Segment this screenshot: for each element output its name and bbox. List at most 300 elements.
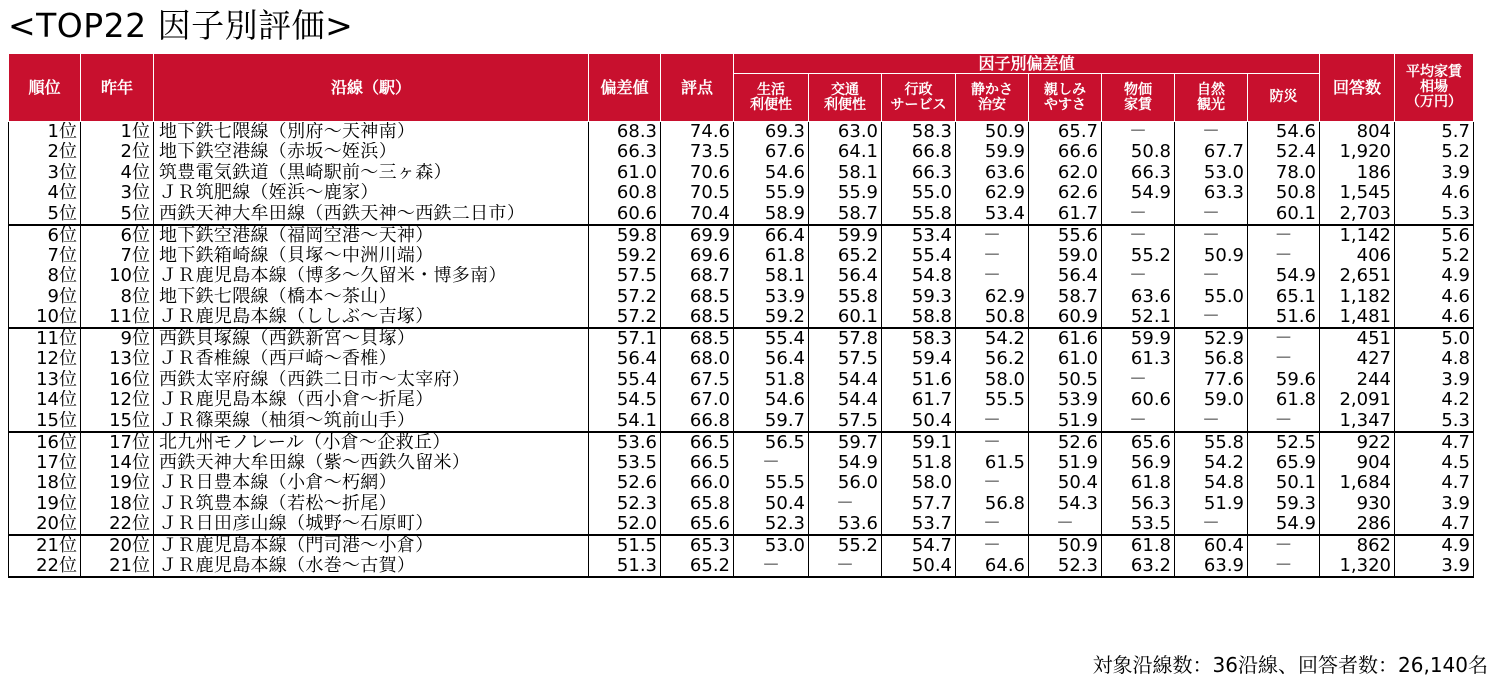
cell-factor-transport: 57.5 <box>809 411 882 432</box>
cell-factor-friendly: 59.0 <box>1029 246 1102 267</box>
header-factor-admin: 行政 サービス <box>882 74 956 122</box>
cell-prev-year: 10位 <box>81 266 154 287</box>
cell-factor-life: 55.5 <box>734 473 809 494</box>
cell-rank: 20位 <box>9 514 81 535</box>
cell-factor-friendly: 61.6 <box>1029 328 1102 349</box>
cell-factor-friendly: 58.7 <box>1029 287 1102 308</box>
cell-factor-nature: 77.6 <box>1175 370 1248 391</box>
header-line-station: 沿線（駅） <box>154 54 589 122</box>
cell-factor-price: 54.9 <box>1102 183 1175 204</box>
cell-factor-quiet: 55.5 <box>956 390 1029 411</box>
header-score: 評点 <box>661 54 734 122</box>
cell-factor-life: 55.4 <box>734 328 809 349</box>
cell-line-station: 地下鉄空港線（福岡空港～天神） <box>154 225 589 246</box>
cell-prev-year: 12位 <box>81 390 154 411</box>
cell-deviation: 51.3 <box>589 556 661 577</box>
cell-prev-year: 9位 <box>81 328 154 349</box>
cell-score: 65.8 <box>661 494 734 515</box>
cell-average-rent: 4.7 <box>1395 514 1474 535</box>
cell-score: 69.6 <box>661 246 734 267</box>
cell-deviation: 61.0 <box>589 163 661 184</box>
cell-factor-friendly: 61.0 <box>1029 349 1102 370</box>
cell-prev-year: 7位 <box>81 246 154 267</box>
cell-factor-friendly: 53.9 <box>1029 390 1102 411</box>
table-row <box>9 556 1474 577</box>
cell-factor-friendly: 62.6 <box>1029 183 1102 204</box>
cell-rank: 13位 <box>9 370 81 391</box>
table-row <box>9 183 1474 204</box>
cell-deviation: 68.3 <box>589 122 661 143</box>
cell-line-station: 筑豊電気鉄道（黒崎駅前～三ヶ森） <box>154 163 589 184</box>
cell-factor-disaster: － <box>1248 246 1320 267</box>
cell-deviation: 57.1 <box>589 328 661 349</box>
table-row <box>9 328 1474 349</box>
cell-rank: 8位 <box>9 266 81 287</box>
cell-factor-disaster: 78.0 <box>1248 163 1320 184</box>
cell-factor-price: 50.8 <box>1102 142 1175 163</box>
cell-average-rent: 4.6 <box>1395 287 1474 308</box>
header-prev-year: 昨年 <box>81 54 154 122</box>
cell-factor-price: 63.2 <box>1102 556 1175 577</box>
header-factor-nature: 自然 観光 <box>1175 74 1248 122</box>
cell-average-rent: 3.9 <box>1395 494 1474 515</box>
cell-line-station: 地下鉄空港線（赤坂～姪浜） <box>154 142 589 163</box>
cell-deviation: 53.6 <box>589 432 661 453</box>
cell-factor-disaster: 59.3 <box>1248 494 1320 515</box>
cell-score: 66.5 <box>661 432 734 453</box>
cell-factor-nature: 59.0 <box>1175 390 1248 411</box>
cell-line-station: ＪＲ筑肥線（姪浜～鹿家） <box>154 183 589 204</box>
cell-factor-quiet: 56.8 <box>956 494 1029 515</box>
cell-prev-year: 6位 <box>81 225 154 246</box>
cell-rank: 21位 <box>9 535 81 556</box>
cell-score: 66.0 <box>661 473 734 494</box>
cell-factor-quiet: 50.9 <box>956 122 1029 143</box>
cell-factor-price: 61.8 <box>1102 535 1175 556</box>
cell-factor-quiet: 58.0 <box>956 370 1029 391</box>
cell-factor-life: 51.8 <box>734 370 809 391</box>
cell-factor-nature: 55.0 <box>1175 287 1248 308</box>
cell-line-station: 西鉄天神大牟田線（西鉄天神～西鉄二日市） <box>154 204 589 225</box>
cell-factor-friendly: 62.0 <box>1029 163 1102 184</box>
cell-factor-admin: 54.8 <box>882 266 956 287</box>
cell-deviation: 66.3 <box>589 142 661 163</box>
cell-average-rent: 5.7 <box>1395 122 1474 143</box>
cell-factor-transport: 56.0 <box>809 473 882 494</box>
cell-score: 70.6 <box>661 163 734 184</box>
cell-factor-transport: 55.2 <box>809 535 882 556</box>
cell-prev-year: 11位 <box>81 307 154 328</box>
cell-rank: 2位 <box>9 142 81 163</box>
cell-score: 68.7 <box>661 266 734 287</box>
cell-factor-quiet: － <box>956 432 1029 453</box>
cell-deviation: 57.2 <box>589 287 661 308</box>
cell-factor-admin: 58.0 <box>882 473 956 494</box>
cell-prev-year: 16位 <box>81 370 154 391</box>
cell-factor-life: 54.6 <box>734 390 809 411</box>
cell-factor-life: － <box>734 453 809 474</box>
cell-factor-quiet: － <box>956 246 1029 267</box>
cell-factor-quiet: 64.6 <box>956 556 1029 577</box>
table-row <box>9 163 1474 184</box>
cell-deviation: 57.5 <box>589 266 661 287</box>
cell-factor-life: 61.8 <box>734 246 809 267</box>
cell-factor-transport: 57.5 <box>809 349 882 370</box>
header-factor-life: 生活 利便性 <box>734 74 809 122</box>
cell-factor-price: 66.3 <box>1102 163 1175 184</box>
cell-factor-transport: 65.2 <box>809 246 882 267</box>
cell-respondents: 1,182 <box>1320 287 1395 308</box>
cell-score: 67.0 <box>661 390 734 411</box>
cell-deviation: 52.0 <box>589 514 661 535</box>
cell-factor-price: － <box>1102 370 1175 391</box>
cell-factor-price: 56.9 <box>1102 453 1175 474</box>
table-row <box>9 349 1474 370</box>
cell-factor-nature: － <box>1175 204 1248 225</box>
cell-factor-transport: 53.6 <box>809 514 882 535</box>
header-respondents: 回答数 <box>1320 54 1395 122</box>
cell-prev-year: 4位 <box>81 163 154 184</box>
cell-average-rent: 3.9 <box>1395 370 1474 391</box>
cell-factor-disaster: － <box>1248 535 1320 556</box>
cell-average-rent: 5.2 <box>1395 246 1474 267</box>
cell-factor-nature: 51.9 <box>1175 494 1248 515</box>
cell-factor-friendly: 66.6 <box>1029 142 1102 163</box>
cell-factor-price: 61.8 <box>1102 473 1175 494</box>
cell-average-rent: 4.6 <box>1395 183 1474 204</box>
cell-line-station: ＪＲ鹿児島本線（門司港～小倉） <box>154 535 589 556</box>
table-row <box>9 370 1474 391</box>
cell-line-station: ＪＲ鹿児島本線（博多～久留米・博多南） <box>154 266 589 287</box>
cell-prev-year: 20位 <box>81 535 154 556</box>
cell-line-station: 西鉄貝塚線（西鉄新宮～貝塚） <box>154 328 589 349</box>
cell-factor-nature: 52.9 <box>1175 328 1248 349</box>
cell-factor-life: 56.4 <box>734 349 809 370</box>
cell-line-station: ＪＲ香椎線（西戸崎～香椎） <box>154 349 589 370</box>
cell-respondents: 1,320 <box>1320 556 1395 577</box>
cell-factor-friendly: 55.6 <box>1029 225 1102 246</box>
page-title: <TOP22 因子別評価> <box>8 6 354 45</box>
cell-respondents: 862 <box>1320 535 1395 556</box>
cell-factor-transport: 58.7 <box>809 204 882 225</box>
cell-factor-nature: 50.9 <box>1175 246 1248 267</box>
cell-factor-quiet: － <box>956 266 1029 287</box>
cell-factor-quiet: 62.9 <box>956 287 1029 308</box>
cell-factor-price: 63.6 <box>1102 287 1175 308</box>
table-row <box>9 453 1474 474</box>
cell-line-station: ＪＲ筑豊本線（若松～折尾） <box>154 494 589 515</box>
cell-score: 70.4 <box>661 204 734 225</box>
cell-deviation: 59.8 <box>589 225 661 246</box>
cell-rank: 7位 <box>9 246 81 267</box>
header-factor-quiet: 静かさ 治安 <box>956 74 1029 122</box>
cell-rank: 11位 <box>9 328 81 349</box>
cell-rank: 12位 <box>9 349 81 370</box>
cell-score: 65.2 <box>661 556 734 577</box>
cell-factor-admin: 53.7 <box>882 514 956 535</box>
table-row <box>9 246 1474 267</box>
cell-average-rent: 5.2 <box>1395 142 1474 163</box>
cell-factor-friendly: 51.9 <box>1029 411 1102 432</box>
cell-prev-year: 8位 <box>81 287 154 308</box>
cell-factor-admin: 66.3 <box>882 163 956 184</box>
cell-deviation: 52.3 <box>589 494 661 515</box>
table-row <box>9 287 1474 308</box>
cell-rank: 9位 <box>9 287 81 308</box>
cell-rank: 3位 <box>9 163 81 184</box>
cell-rank: 14位 <box>9 390 81 411</box>
cell-factor-admin: 55.4 <box>882 246 956 267</box>
cell-factor-price: 52.1 <box>1102 307 1175 328</box>
cell-rank: 18位 <box>9 473 81 494</box>
cell-prev-year: 14位 <box>81 453 154 474</box>
cell-prev-year: 19位 <box>81 473 154 494</box>
cell-score: 68.5 <box>661 307 734 328</box>
table-row <box>9 473 1474 494</box>
table-row <box>9 535 1474 556</box>
cell-factor-life: 69.3 <box>734 122 809 143</box>
cell-factor-quiet: 62.9 <box>956 183 1029 204</box>
cell-rank: 1位 <box>9 122 81 143</box>
cell-respondents: 2,651 <box>1320 266 1395 287</box>
table-row <box>9 225 1474 246</box>
cell-line-station: 地下鉄七隈線（別府～天神南） <box>154 122 589 143</box>
cell-prev-year: 1位 <box>81 122 154 143</box>
cell-average-rent: 4.7 <box>1395 432 1474 453</box>
cell-factor-quiet: 54.2 <box>956 328 1029 349</box>
cell-factor-friendly: 60.9 <box>1029 307 1102 328</box>
cell-factor-price: － <box>1102 225 1175 246</box>
cell-deviation: 54.5 <box>589 390 661 411</box>
cell-line-station: 地下鉄七隈線（橋本～茶山） <box>154 287 589 308</box>
cell-respondents: 286 <box>1320 514 1395 535</box>
cell-factor-admin: 55.8 <box>882 204 956 225</box>
cell-factor-price: － <box>1102 266 1175 287</box>
cell-line-station: ＪＲ日豊本線（小倉～朽網） <box>154 473 589 494</box>
cell-factor-nature: 54.8 <box>1175 473 1248 494</box>
cell-factor-nature: － <box>1175 411 1248 432</box>
cell-factor-life: － <box>734 556 809 577</box>
cell-line-station: ＪＲ鹿児島本線（西小倉～折尾） <box>154 390 589 411</box>
cell-average-rent: 4.2 <box>1395 390 1474 411</box>
cell-factor-transport: 64.1 <box>809 142 882 163</box>
cell-average-rent: 5.0 <box>1395 328 1474 349</box>
cell-respondents: 1,142 <box>1320 225 1395 246</box>
cell-factor-admin: 53.4 <box>882 225 956 246</box>
cell-rank: 6位 <box>9 225 81 246</box>
cell-factor-price: 53.5 <box>1102 514 1175 535</box>
cell-factor-disaster: 52.4 <box>1248 142 1320 163</box>
cell-factor-quiet: 56.2 <box>956 349 1029 370</box>
cell-factor-admin: 50.4 <box>882 411 956 432</box>
cell-prev-year: 17位 <box>81 432 154 453</box>
cell-respondents: 804 <box>1320 122 1395 143</box>
cell-rank: 5位 <box>9 204 81 225</box>
cell-factor-price: 56.3 <box>1102 494 1175 515</box>
cell-average-rent: 5.6 <box>1395 225 1474 246</box>
cell-line-station: ＪＲ鹿児島本線（ししぶ～吉塚） <box>154 307 589 328</box>
cell-average-rent: 5.3 <box>1395 204 1474 225</box>
cell-factor-admin: 58.8 <box>882 307 956 328</box>
cell-factor-life: 53.9 <box>734 287 809 308</box>
cell-factor-quiet: 61.5 <box>956 453 1029 474</box>
cell-score: 65.6 <box>661 514 734 535</box>
cell-deviation: 59.2 <box>589 246 661 267</box>
cell-average-rent: 4.7 <box>1395 473 1474 494</box>
cell-score: 68.5 <box>661 287 734 308</box>
cell-factor-admin: 57.7 <box>882 494 956 515</box>
cell-factor-admin: 59.3 <box>882 287 956 308</box>
cell-factor-nature: 67.7 <box>1175 142 1248 163</box>
cell-factor-friendly: 56.4 <box>1029 266 1102 287</box>
cell-factor-friendly: 52.6 <box>1029 432 1102 453</box>
cell-factor-life: 66.4 <box>734 225 809 246</box>
cell-factor-transport: 54.4 <box>809 370 882 391</box>
cell-prev-year: 18位 <box>81 494 154 515</box>
table-row <box>9 266 1474 287</box>
cell-average-rent: 4.9 <box>1395 266 1474 287</box>
cell-factor-quiet: － <box>956 535 1029 556</box>
ranking-table <box>8 53 1474 578</box>
cell-factor-transport: 56.4 <box>809 266 882 287</box>
cell-factor-nature: － <box>1175 307 1248 328</box>
cell-factor-life: 59.2 <box>734 307 809 328</box>
cell-factor-nature: － <box>1175 225 1248 246</box>
cell-prev-year: 2位 <box>81 142 154 163</box>
cell-average-rent: 4.8 <box>1395 349 1474 370</box>
cell-line-station: ＪＲ日田彦山線（城野～石原町） <box>154 514 589 535</box>
cell-respondents: 186 <box>1320 163 1395 184</box>
cell-factor-transport: 59.9 <box>809 225 882 246</box>
header-average-rent: 平均家賃 相場 （万円） <box>1395 54 1474 122</box>
cell-factor-price: 59.9 <box>1102 328 1175 349</box>
cell-factor-price: 61.3 <box>1102 349 1175 370</box>
cell-score: 69.9 <box>661 225 734 246</box>
cell-factor-quiet: － <box>956 225 1029 246</box>
cell-factor-disaster: 54.6 <box>1248 122 1320 143</box>
cell-factor-nature: 54.2 <box>1175 453 1248 474</box>
cell-prev-year: 5位 <box>81 204 154 225</box>
table-row <box>9 390 1474 411</box>
table-row <box>9 411 1474 432</box>
table-row <box>9 204 1474 225</box>
cell-factor-disaster: 65.1 <box>1248 287 1320 308</box>
cell-factor-disaster: 54.9 <box>1248 514 1320 535</box>
header-factor-price: 物価 家賃 <box>1102 74 1175 122</box>
cell-factor-admin: 51.8 <box>882 453 956 474</box>
cell-factor-price: 65.6 <box>1102 432 1175 453</box>
cell-factor-friendly: 52.3 <box>1029 556 1102 577</box>
cell-factor-transport: － <box>809 556 882 577</box>
cell-rank: 10位 <box>9 307 81 328</box>
cell-factor-quiet: － <box>956 411 1029 432</box>
cell-factor-disaster: 52.5 <box>1248 432 1320 453</box>
cell-factor-admin: 54.7 <box>882 535 956 556</box>
cell-average-rent: 4.6 <box>1395 307 1474 328</box>
cell-respondents: 2,091 <box>1320 390 1395 411</box>
cell-respondents: 451 <box>1320 328 1395 349</box>
cell-score: 66.5 <box>661 453 734 474</box>
cell-rank: 15位 <box>9 411 81 432</box>
cell-factor-friendly: 61.7 <box>1029 204 1102 225</box>
cell-score: 67.5 <box>661 370 734 391</box>
cell-factor-disaster: 50.1 <box>1248 473 1320 494</box>
cell-line-station: 西鉄天神大牟田線（紫～西鉄久留米） <box>154 453 589 474</box>
cell-factor-life: 55.9 <box>734 183 809 204</box>
cell-average-rent: 3.9 <box>1395 556 1474 577</box>
cell-factor-friendly: 65.7 <box>1029 122 1102 143</box>
cell-factor-admin: 66.8 <box>882 142 956 163</box>
cell-factor-life: 52.3 <box>734 514 809 535</box>
table-row <box>9 142 1474 163</box>
cell-deviation: 56.4 <box>589 349 661 370</box>
cell-prev-year: 3位 <box>81 183 154 204</box>
header-factor-disaster: 防災 <box>1248 74 1320 122</box>
cell-prev-year: 13位 <box>81 349 154 370</box>
cell-respondents: 2,703 <box>1320 204 1395 225</box>
cell-factor-life: 54.6 <box>734 163 809 184</box>
table-row <box>9 307 1474 328</box>
cell-factor-price: － <box>1102 204 1175 225</box>
cell-average-rent: 4.5 <box>1395 453 1474 474</box>
cell-factor-admin: 58.3 <box>882 122 956 143</box>
cell-score: 74.6 <box>661 122 734 143</box>
table-row <box>9 432 1474 453</box>
cell-respondents: 427 <box>1320 349 1395 370</box>
cell-factor-quiet: － <box>956 514 1029 535</box>
cell-score: 65.3 <box>661 535 734 556</box>
cell-factor-friendly: 54.3 <box>1029 494 1102 515</box>
cell-rank: 19位 <box>9 494 81 515</box>
cell-factor-nature: 53.0 <box>1175 163 1248 184</box>
cell-score: 66.8 <box>661 411 734 432</box>
cell-factor-disaster: 54.9 <box>1248 266 1320 287</box>
cell-average-rent: 4.9 <box>1395 535 1474 556</box>
cell-factor-admin: 59.4 <box>882 349 956 370</box>
cell-rank: 22位 <box>9 556 81 577</box>
cell-deviation: 51.5 <box>589 535 661 556</box>
cell-factor-admin: 58.3 <box>882 328 956 349</box>
cell-factor-nature: － <box>1175 266 1248 287</box>
cell-factor-disaster: 51.6 <box>1248 307 1320 328</box>
cell-factor-life: 59.7 <box>734 411 809 432</box>
table-row <box>9 122 1474 143</box>
cell-factor-transport: 58.1 <box>809 163 882 184</box>
cell-factor-admin: 61.7 <box>882 390 956 411</box>
cell-factor-life: 53.0 <box>734 535 809 556</box>
cell-prev-year: 22位 <box>81 514 154 535</box>
cell-factor-friendly: 50.9 <box>1029 535 1102 556</box>
cell-deviation: 53.5 <box>589 453 661 474</box>
cell-factor-quiet: 53.4 <box>956 204 1029 225</box>
cell-rank: 17位 <box>9 453 81 474</box>
cell-deviation: 57.2 <box>589 307 661 328</box>
cell-respondents: 922 <box>1320 432 1395 453</box>
cell-factor-transport: 54.9 <box>809 453 882 474</box>
cell-factor-price: 60.6 <box>1102 390 1175 411</box>
cell-factor-nature: － <box>1175 122 1248 143</box>
cell-deviation: 55.4 <box>589 370 661 391</box>
cell-respondents: 904 <box>1320 453 1395 474</box>
cell-factor-friendly: 51.9 <box>1029 453 1102 474</box>
header-factor-transport: 交通 利便性 <box>809 74 882 122</box>
cell-rank: 4位 <box>9 183 81 204</box>
header-factor-friendly: 親しみ やすさ <box>1029 74 1102 122</box>
cell-average-rent: 5.3 <box>1395 411 1474 432</box>
cell-prev-year: 21位 <box>81 556 154 577</box>
cell-factor-disaster: － <box>1248 411 1320 432</box>
cell-factor-price: － <box>1102 122 1175 143</box>
